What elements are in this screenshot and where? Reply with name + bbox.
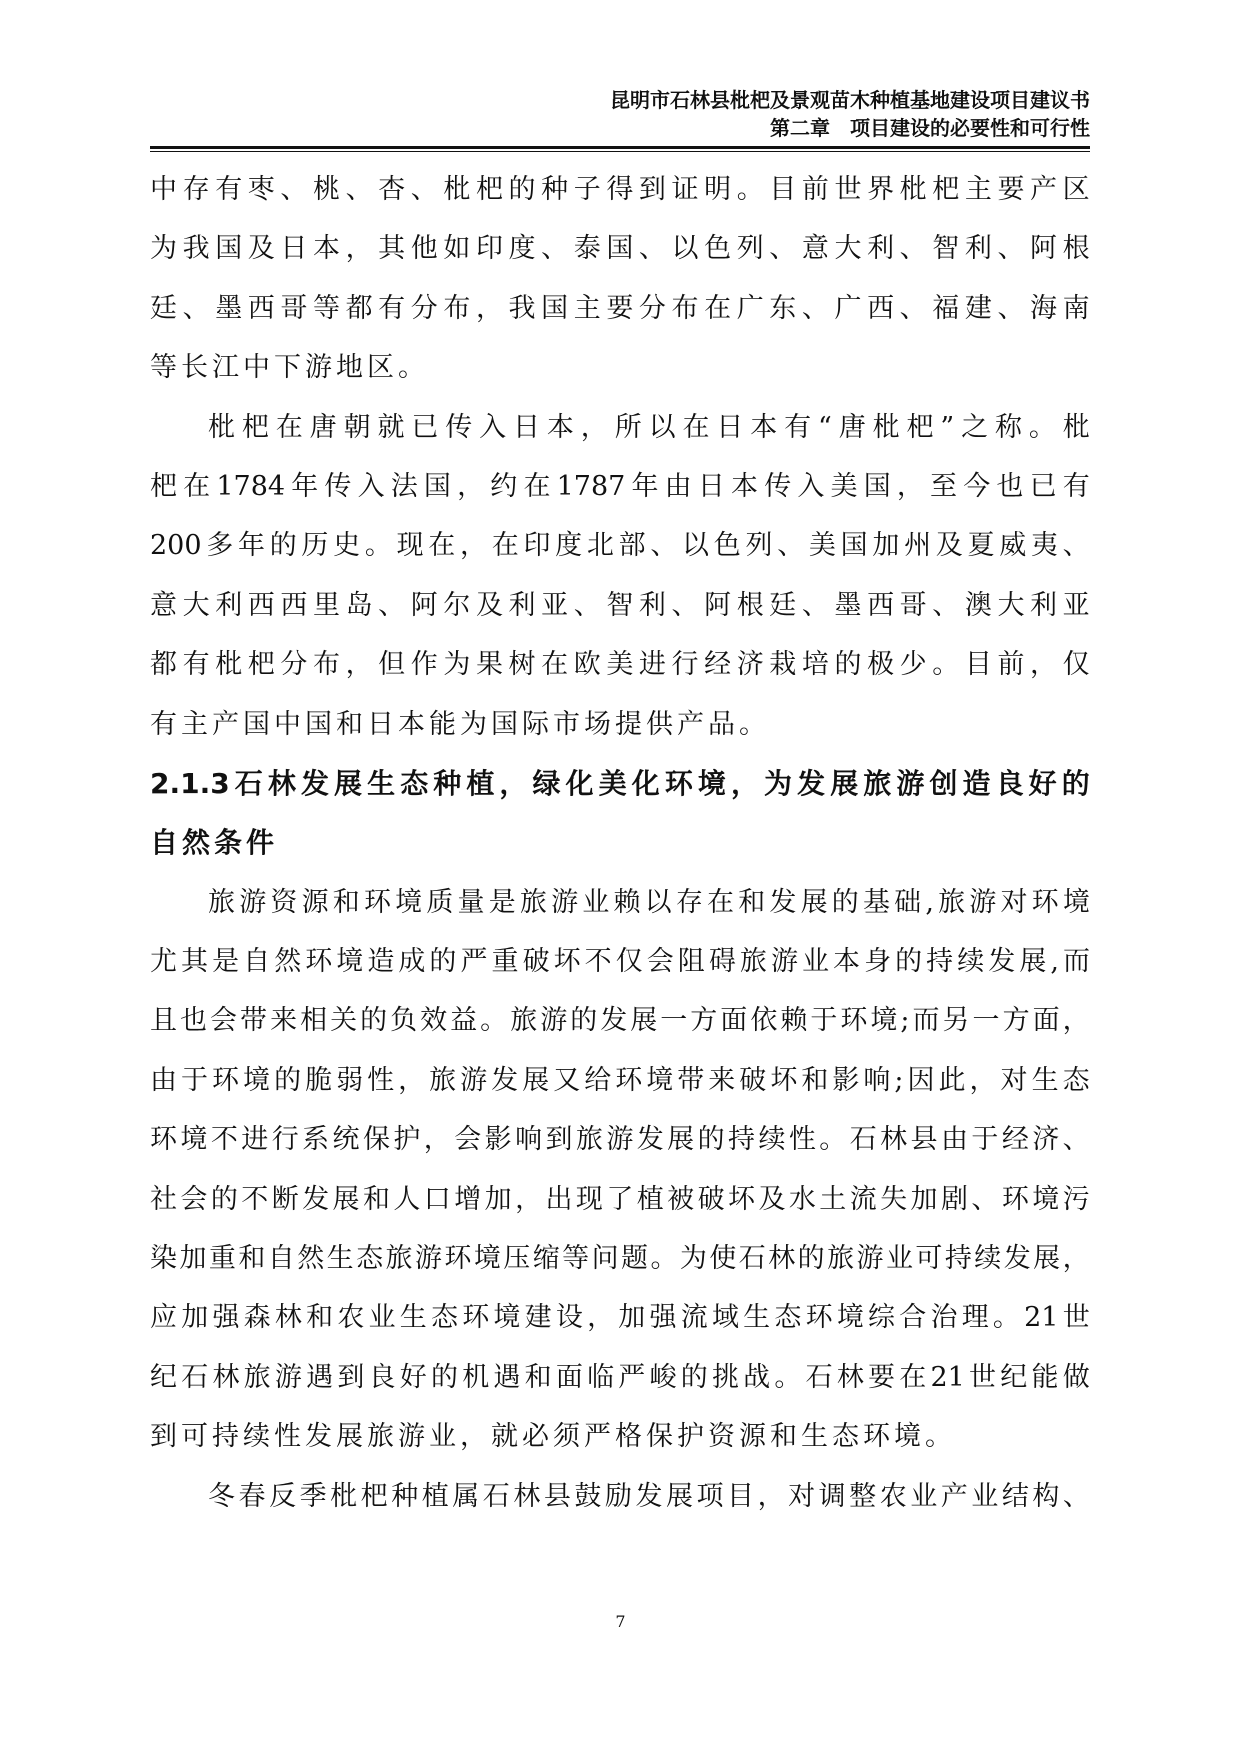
header-rule-thick <box>150 146 1090 149</box>
text-line: 纪 石 林 旅 游 遇 到 良 好 的 机 遇 和 面 临 严 峻 的 挑 战 。 石 林 要 在 21 世 纪 能 做 <box>150 1361 1090 1393</box>
text-line: 为 我 国 及 日 本 ， 其 他 如 印 度 、 泰 国 、 以 色 列 、 意 大 利 、 智 利 、 阿 根 <box>150 233 1090 265</box>
running-header <box>150 86 1090 142</box>
header-document-title: 昆明市石林县枇杷及景观苗木种植基地建设项目建议书 <box>610 88 1090 112</box>
section-heading: 自 然 条 件 <box>150 826 279 860</box>
header-rule-thin <box>150 151 1090 152</box>
text-line: 中 存 有 枣 、 桃 、 杏 、 枇 杷 的 种 子 得 到 证 明 。 目 前 世 界 枇 杷 主 要 产 区 <box>150 174 1090 205</box>
text-line: 且 也 会 带 来 相 关 的 负 效 益 。 旅 游 的 发 展 一 方 面 依 赖 于 环 境 ; 而 另 一 方 面 ， <box>150 1005 1090 1037</box>
text-line: 有 主 产 国 中 国 和 日 本 能 为 国 际 市 场 提 供 产 品 。 <box>150 708 770 740</box>
text-line: 枇 杷 在 唐 朝 就 已 传 入 日 本 ， 所 以 在 日 本 有 “ 唐 枇 杷 ” 之 称 。 枇 <box>208 411 1090 443</box>
text-line: 尤 其 是 自 然 环 境 造 成 的 严 重 破 坏 不 仅 会 阻 碍 旅 游 业 本 身 的 持 续 发 展 , 而 <box>150 946 1090 978</box>
text-line: 应 加 强 森 林 和 农 业 生 态 环 境 建 设 ， 加 强 流 域 生 态 环 境 综 合 治 理 。 21 世 <box>150 1302 1090 1334</box>
text-line: 染 加 重 和 自 然 生 态 旅 游 环 境 压 缩 等 问 题 。 为 使 石 林 的 旅 游 业 可 持 续 发 展 ， <box>150 1243 1090 1275</box>
text-line: 等 长 江 中 下 游 地 区 。 <box>150 352 429 384</box>
text-line: 社 会 的 不 断 发 展 和 人 口 增 加 ， 出 现 了 植 被 破 坏 及 水 土 流 失 加 剧 、 环 境 污 <box>150 1183 1090 1215</box>
header-chapter-title: 第二章 项目建设的必要性和可行性 <box>770 116 1090 140</box>
text-line: 200 多 年 的 历 史 。 现 在 ， 在 印 度 北 部 、 以 色 列 、 美 国 加 州 及 夏 威 夷 、 <box>150 530 1090 562</box>
text-line: 环 境 不 进 行 系 统 保 护 ， 会 影 响 到 旅 游 发 展 的 持 续 性 。 石 林 县 由 于 经 济 、 <box>150 1124 1090 1156</box>
text-line: 冬 春 反 季 枇 杷 种 植 属 石 林 县 鼓 励 发 展 项 目 ， 对 调 整 农 业 产 业 结 构 、 <box>208 1480 1090 1512</box>
section-heading: 2.1.3 石 林 发 展 生 态 种 植 ， 绿 化 美 化 环 境 ， 为 发 展 旅 游 创 造 良 好 的 <box>150 766 1090 800</box>
text-line: 杷 在 1784 年 传 入 法 国 ， 约 在 1787 年 由 日 本 传 入 美 国 ， 至 今 也 已 有 <box>150 470 1090 502</box>
body-text <box>150 160 1090 1526</box>
text-line: 廷 、 墨 西 哥 等 都 有 分 布 ， 我 国 主 要 分 布 在 广 东 、 广 西 、 福 建 、 海 南 <box>150 292 1090 324</box>
text-line: 由 于 环 境 的 脆 弱 性 ， 旅 游 发 展 又 给 环 境 带 来 破 坏 和 影 响 ; 因 此 ， 对 生 态 <box>150 1064 1090 1096</box>
text-line: 意 大 利 西 西 里 岛 、 阿 尔 及 利 亚 、 智 利 、 阿 根 廷 、 墨 西 哥 、 澳 大 利 亚 <box>150 589 1090 621</box>
text-line: 都 有 枇 杷 分 布 ， 但 作 为 果 树 在 欧 美 进 行 经 济 栽 培 的 极 少 。 目 前 ， 仅 <box>150 649 1090 681</box>
text-line: 到 可 持 续 性 发 展 旅 游 业 ， 就 必 须 严 格 保 护 资 源 和 生 态 环 境 。 <box>150 1421 956 1453</box>
text-line: 旅 游 资 源 和 环 境 质 量 是 旅 游 业 赖 以 存 在 和 发 展 的 基 础 , 旅 游 对 环 境 <box>208 886 1090 918</box>
page-number: 7 <box>615 1612 626 1631</box>
